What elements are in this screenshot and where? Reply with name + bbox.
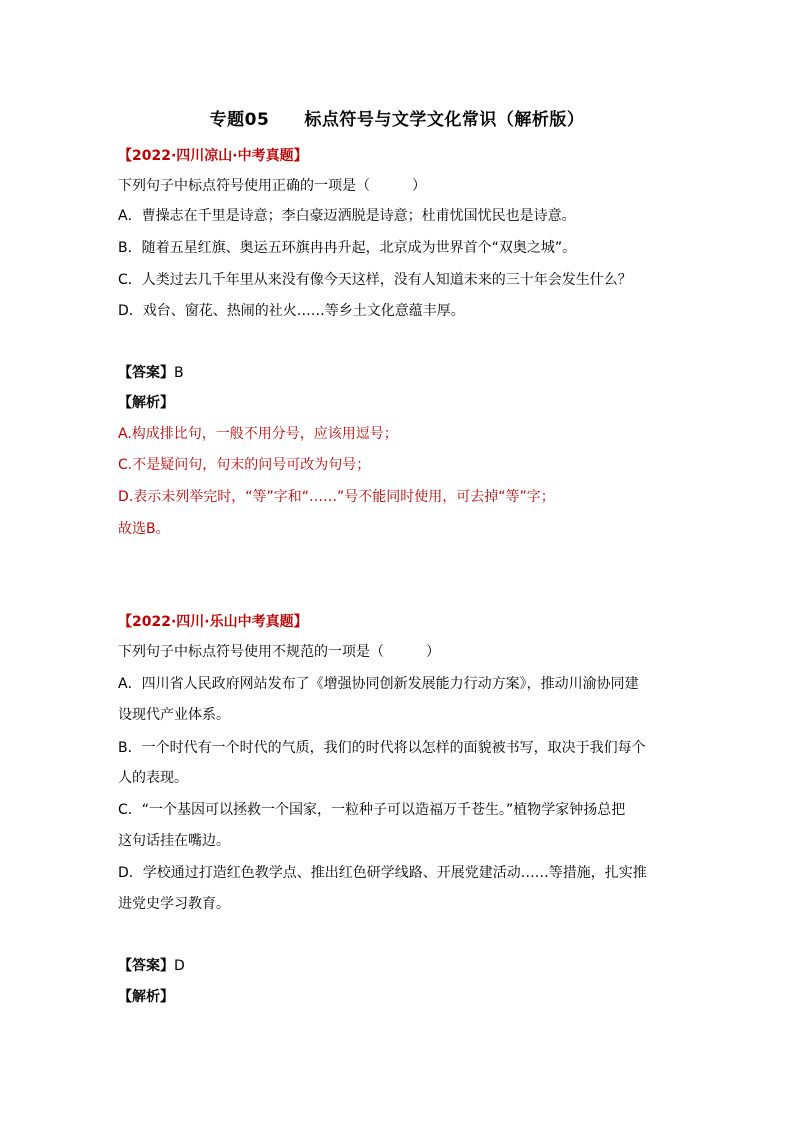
q1-option-b: B．随着五星红旗、奥运五环旗冉冉升起，北京成为世界首个“双奥之城”。: [118, 240, 577, 256]
q1-option-c: C．人类过去几千年里从来没有像今天这样，没有人知道未来的三十年会发生什么？: [118, 272, 632, 288]
q2-answer-value: D: [174, 958, 185, 974]
q2-stem: 下列句子中标点符号使用不规范的一项是（ ）: [118, 644, 440, 660]
q1-analysis-line: C.不是疑问句，句末的问号可改为句号；: [118, 457, 371, 473]
q1-option-d: D．戏台、窗花、热闹的社火……等乡土文化意蕴丰厚。: [118, 303, 465, 319]
q1-answer-value: B: [174, 365, 184, 381]
q1-answer: [118, 363, 184, 383]
q1-source-tag: 【2022·四川凉山·中考真题】: [118, 148, 308, 164]
q2-option-a-cont: 设现代产业体系。: [118, 707, 230, 723]
q2-option-d-cont: 进党史学习教育。: [118, 896, 230, 912]
q2-analysis-tag: 【解析】: [118, 989, 174, 1005]
page-title: 专题05 标点符号与文学文化常识（解析版）: [209, 110, 585, 130]
q1-conclusion: 故选B。: [118, 521, 170, 537]
q1-stem: 下列句子中标点符号使用正确的一项是（ ）: [118, 178, 426, 194]
q2-option-b: B．一个时代有一个时代的气质，我们的时代将以怎样的面貌被书写，取决于我们每个: [118, 740, 646, 756]
q2-answer-tag: 【答案】: [118, 958, 174, 974]
q1-analysis-line: D.表示未列举完时，“等”字和“……”号不能同时使用，可去掉“等”字；: [118, 489, 555, 505]
q2-source-tag: 【2022·四川·乐山中考真题】: [118, 614, 308, 630]
q2-option-d: D．学校通过打造红色教学点、推出红色研学线路、开展党建活动……等措施，扎实推: [118, 865, 647, 881]
q1-option-a: A．曹操志在千里是诗意；李白豪迈洒脱是诗意；杜甫忧国忧民也是诗意。: [118, 208, 576, 224]
q1-analysis-line: A.构成排比句，一般不用分号，应该用逗号；: [118, 426, 398, 442]
q1-analysis-tag: 【解析】: [118, 395, 174, 411]
q2-option-b-cont: 人的表现。: [118, 770, 188, 786]
q2-option-a: A．四川省人民政府网站发布了《增强协同创新发展能力行动方案》，推动川渝协同建: [118, 676, 639, 692]
q2-answer: [118, 956, 185, 976]
q1-answer-tag: 【答案】: [118, 365, 174, 381]
q2-option-c: C．“一个基因可以拯救一个国家，一粒种子可以造福万千苍生。”植物学家钟扬总把: [118, 802, 626, 818]
q2-option-c-cont: 这句话挂在嘴边。: [118, 833, 230, 849]
